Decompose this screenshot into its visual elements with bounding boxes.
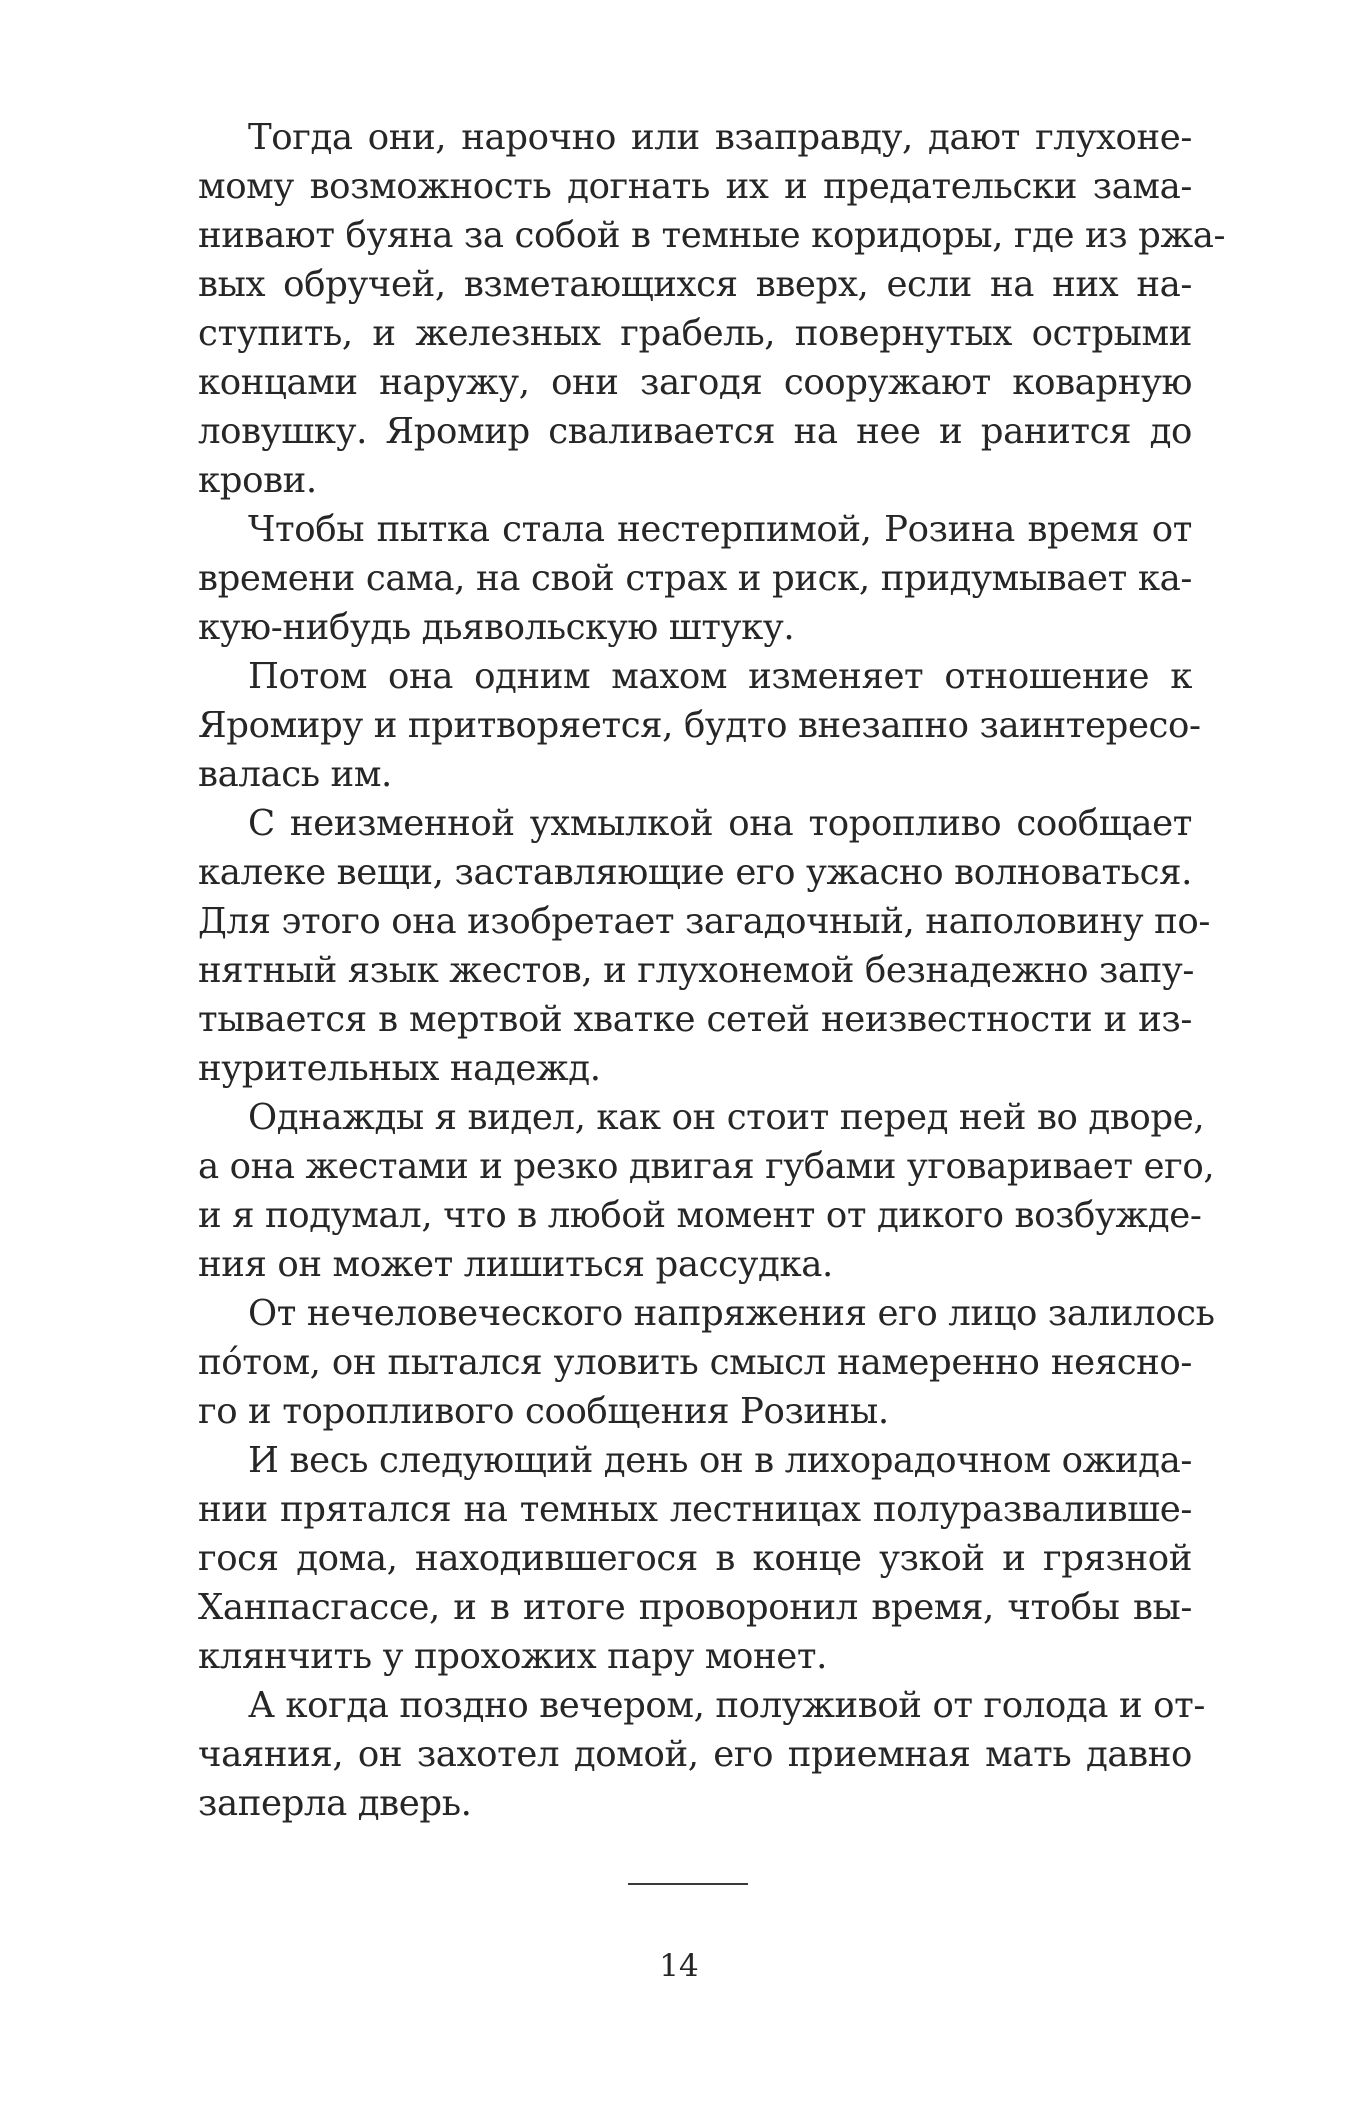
paragraph bbox=[198, 1289, 1215, 1436]
text-line: тывается в мертвой хватке сетей неизвестности и из- bbox=[198, 999, 1192, 1040]
paragraph bbox=[198, 652, 1201, 799]
text-line: клянчить у прохожих пару монет. bbox=[198, 1636, 828, 1677]
text-line: заперла дверь. bbox=[198, 1783, 472, 1824]
text-line: нии прятался на темных лестницах полуразвалившe- bbox=[198, 1489, 1192, 1530]
text-line: ловушку. Яромир сваливается на нее и ранится до bbox=[198, 411, 1192, 452]
text-line: пóтом, он пытался уловить смысл намеренно неясно- bbox=[198, 1342, 1192, 1383]
text-line: гося дома, находившегося в конце узкой и грязной bbox=[198, 1538, 1192, 1579]
text-line: Чтобы пытка стала нестерпимой, Розина время от bbox=[248, 509, 1192, 550]
text-line: Яромиру и притворяется, будто внезапно заинтересо- bbox=[198, 705, 1201, 746]
paragraph bbox=[198, 1681, 1205, 1828]
text-line: А когда поздно вечером, полуживой от голода и от- bbox=[248, 1685, 1205, 1726]
text-line: вых обручей, взметающихся вверх, если на них на- bbox=[198, 264, 1192, 305]
text-line: От нечеловеческого напряжения его лицо залилось bbox=[248, 1293, 1215, 1334]
text-line: нурительных надежд. bbox=[198, 1048, 601, 1089]
text-line: Для этого она изобретает загадочный, наполовину по- bbox=[198, 901, 1210, 942]
text-line: валась им. bbox=[198, 754, 392, 795]
paragraph bbox=[198, 505, 1192, 652]
text-line: ния он может лишиться рассудка. bbox=[198, 1244, 833, 1285]
text-line: чаяния, он захотел домой, его приемная мать давно bbox=[198, 1734, 1192, 1775]
text-line: концами наружу, они загодя сооружают коварную bbox=[198, 362, 1192, 403]
text-line: И весь следующий день он в лихорадочном ожида- bbox=[248, 1440, 1192, 1481]
text-line: С неизменной ухмылкой она торопливо сообщает bbox=[248, 803, 1192, 844]
footer-separator-line bbox=[628, 1883, 748, 1885]
text-line: и я подумал, что в любой момент от дикого возбужде- bbox=[198, 1195, 1202, 1236]
text-line: а она жестами и резко двигая губами уговаривает его, bbox=[198, 1146, 1215, 1187]
paragraph bbox=[198, 1093, 1215, 1289]
paragraph bbox=[198, 113, 1226, 505]
text-line: Потом она одним махом изменяет отношение к bbox=[248, 656, 1192, 697]
text-line: мому возможность догнать их и предательски зама- bbox=[198, 166, 1192, 207]
text-line: ступить, и железных грабель, повернутых острыми bbox=[198, 313, 1192, 354]
text-line: нивают буяна за собой в темные коридоры, где из ржа- bbox=[198, 215, 1226, 256]
text-line: кую-нибудь дьявольскую штуку. bbox=[198, 607, 795, 648]
text-line: го и торопливого сообщения Розины. bbox=[198, 1391, 889, 1432]
text-line: Однажды я видел, как он стоит перед ней во дворе, bbox=[248, 1097, 1205, 1138]
body-text bbox=[198, 113, 1226, 1828]
text-line: Ханпасгассе, и в итоге проворонил время, чтобы вы- bbox=[198, 1587, 1192, 1628]
text-line: калеке вещи, заставляющие его ужасно волноваться. bbox=[198, 852, 1192, 893]
text-line: нятный язык жестов, и глухонемой безнадежно запу- bbox=[198, 950, 1195, 991]
text-line: времени сама, на свой страх и риск, придумывает ка- bbox=[198, 558, 1192, 599]
text-line: Тогда они, нарочно или взаправду, дают глухоне- bbox=[248, 117, 1192, 158]
paragraph bbox=[198, 1436, 1192, 1681]
text-line: крови. bbox=[198, 460, 317, 501]
paragraph bbox=[198, 799, 1210, 1093]
page-number: 14 bbox=[659, 1948, 699, 1984]
